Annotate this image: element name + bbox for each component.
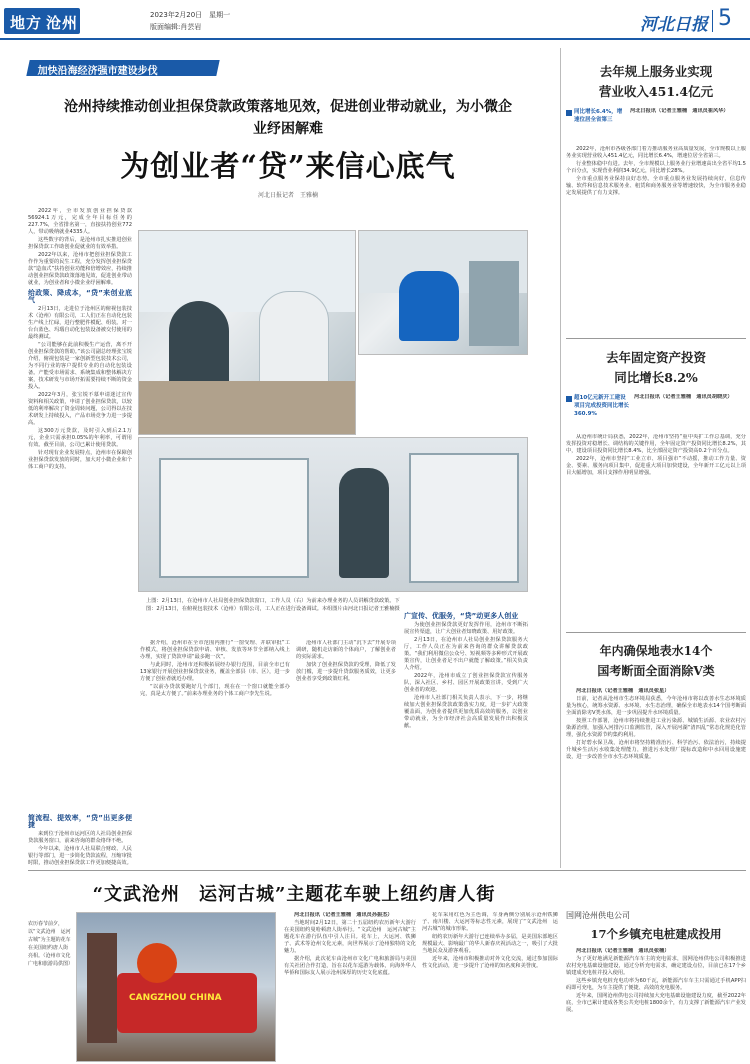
side1-title-line2: 营业收入451.4亿元 [598, 84, 714, 99]
side2-title-line1: 去年固定资产投资 [605, 350, 706, 365]
section1-paragraph: 2月13日，走进位于沧州区的俯视包装技术（沧州）有限公司，工人们正在自动化包装生产线上忙碌，进行整肥件模配、组装。对一台台蓝色、玛瑙自动化包装设备被交付使用的最终测试。 [28, 306, 132, 340]
bottom-divider [28, 870, 746, 871]
side1-text [566, 146, 746, 331]
article-kicker: 沧州持续推动创业担保贷款政策落地见效，促进创业带动就业，为小微企业纾困解难 [64, 99, 512, 137]
side4-headline: 17个乡镇充电桩建成投用 [590, 927, 722, 941]
side1-title-line1: 去年规上服务业实现 [599, 64, 713, 79]
side4-byline: 河北日报讯（记者王雅楠 通讯员张楠） [576, 948, 670, 954]
section-tab [4, 8, 80, 34]
topic-banner-label: 加快沿海经济强市建设步伐 [37, 66, 158, 77]
col3-paragraph: 据介绍，沧州市在全市范围内推行“一窗受理、并联审批”工作模式，将创业担保贷款申请、审核、发放等环节全部纳入线上办理，实现了贷款申请“最多跑一次”。 [140, 640, 290, 660]
side1-summary: 同比增长6.4%，增速位居全省第三 [574, 109, 623, 123]
col5 [418, 208, 528, 228]
side2-paragraph: 2022年，沧州市坚持“工业立市、项目强市”不动摇，推动工作力量、资金、要素、服务向项目集中，促进重大项目加快建设，全年新开工亿元以上项目大幅增加，项目支撑作用明显增强。 [566, 456, 746, 476]
section3-title: 广宣传、优服务，“贷”动更多人创业 [404, 612, 519, 620]
page-editor: 版面编辑:肖芸岩 [150, 23, 202, 31]
side1-body [630, 108, 746, 148]
side4-text [566, 948, 746, 1060]
lead-paragraph: 这些数字的背后，是沧州市扎实推进创业担保贷款工作助创业促就业的有效举措。 [28, 237, 132, 250]
page-number: 5 [718, 6, 732, 31]
section-label: 地方 [10, 14, 43, 32]
section2-paragraph: 今年以来，沧州市人社局联合财政、人民银行等部门，进一步简化贷款流程，压缩审批时限，推动创业担保贷款工作更加便捷高效。 [28, 846, 132, 866]
section3-paragraph: 2月13日，在沧州市人社局创业担保贷款服务大厅，工作人员正在为前来咨询的群众讲解贷款政策。“我们利用微信公众号、短视频等多种形式开展政策宣传，让创业者足不出户就能了解政策。”相关负责人介绍。 [404, 637, 528, 671]
side3-title-line1: 年内确保地表水14个 [599, 644, 713, 658]
col1 [28, 208, 132, 808]
side-article-water [566, 632, 746, 872]
bottom-byline: 河北日报讯（记者王雅楠 通讯员孙振杰） [294, 912, 393, 918]
bottom-paragraph: 花车采用红色为主色调，车身两侧分别展示沧州铁狮子、南川楼、大运河等标志性元素，展现了“文武沧州 运河古城”的城市形象。 [422, 912, 558, 932]
bottom-headline: “文武沧州 运河古城”主题花车驶上纽约唐人街 [92, 884, 496, 905]
bottom-article [28, 874, 560, 1064]
photo-caption: 上图：2月13日，在沧州市人社局创业担保贷款窗口，工作人员（右）为前来办理业务的人员讲解贷款政策。下图：2月13日，在俯视包装技术（沧州）有限公司，工人正在进行设备调试。本组图片由河北日报记者王雅楠摄 [146, 598, 400, 612]
side2-body [634, 394, 746, 430]
col4-paragraph: 沧州市人社部门主动“沉下去”开展专项调研，随机走访新的个体商户，了解创业者的实际需求。 [296, 640, 396, 660]
side3-paragraph: 打好碧水保卫战，沧州市将坚持精准治污、科学治污、依法治污，持续提升城乡生活污水收集处理能力，推进污水处理厂提标改造和中水回用设施建设，进一步改善全市水生态环境质量。 [566, 740, 746, 760]
bottom-col1 [284, 912, 416, 1062]
bottom-paragraph: 据介绍，此次花车由沧州市文化广电和旅游局与美国有关社团合作打造，旨在以花车巡游为载体，向海外华人华侨和国际友人展示沧州深厚的历史文化底蕴。 [284, 956, 416, 976]
side1-byline: 河北日报讯（记者王雅楠 通讯员崔风华） [630, 108, 729, 114]
lead-paragraph: 2022年，全市发放创业担保贷款56924.1万元，完成全年目标任务的227.7%，全省排名第一，直接扶持创业772人，带动吸纳就业4335人。 [28, 208, 132, 235]
side4-paragraph: 为了更好地满足新能源汽车车主的充电需求，国网沧州供电公司积极推进农村充电基础设施建设，通过分析充电需求，确定建设点位，目前已在17个乡镇建成充电桩并投入使用。 [566, 956, 746, 976]
side2-paragraph: 从沧州市统计局获悉，2022年，沧州市坚持“重中央扩工作总基调，充分发挥投资对稳增长、调结构的关键作用，全年固定资产投资同比增长8.2%，其中，建设项目投资同比增长8.4%，比全部固定资产投资高0.2个百分点。 [566, 434, 746, 454]
lead-paragraph: 2022年以来，沧州市把创业担保贷款工作作为重要的民生工程，充分发挥创业担保贷款“造血式”扶持创业功能和倍增效应，持续推动创业担保贷款政策落地见效，促进创业带动就业，为创业者和小微企业纾困解难。 [28, 252, 132, 286]
section1-paragraph: “公司能够在此前积极生产运营，离不开创业担保贷款的帮助。”该公司副总经理张宝锐介绍，俯视包装是一家创新型包装技术公司，为不同行业的客户提供专业的自动化包装设备。产能受市场需求、系统集成和整体解决方案，技术研发与市场开拓需要持续不断的资金投入。 [28, 342, 132, 390]
side3-title-line2: 国考断面全面消除Ⅴ类 [597, 664, 715, 678]
article-title: 为创业者“贷”来信心底气 [120, 149, 456, 183]
page-header [0, 0, 750, 40]
section2-paragraph: 来到位于沧州市运河区的人社局创业担保贷款服务窗口，前来咨询的群众络绎不绝。 [28, 831, 132, 844]
side2-title-line2: 同比增长8.2% [614, 370, 698, 385]
section1-title: 给政策、降成本，“贷”来创业底气 [28, 289, 132, 304]
photo-service-window [138, 230, 356, 435]
section2-title: 简流程、提效率，“贷”出更多便捷 [28, 814, 132, 829]
col4-paragraph: 加快了创业担保贷款的受理，降低了发放门槛，进一步提升贷款服务质效，让更多创业者享受到政策红利。 [296, 662, 396, 682]
float-banner-text: CANGZHOU CHINA [129, 993, 222, 1003]
section1-paragraph: 2022年3月，张宝锐不慕申请迷过宣传资料和相关政策，申请了创业担保贷款，以较低的利率解决了资金周转问题，公司得以在技术研发上持续投入，产品市场竞争力进一步提高。 [28, 392, 132, 426]
col3-paragraph: “以前办贷款要跑好几个部门，现在在一个窗口就能全部办完，真是太方便了。”前来办理业务的个体工商户李先生说。 [140, 684, 290, 697]
side4-paragraph: 近年来，国网沧州供电公司持续加大充电基础设施建设力度，截至2022年底，全市已累计建成各类公共充电桩1800余个，有力支撑了新能源汽车产业发展。 [566, 993, 746, 1013]
section3-paragraph: 沧州市人社部门相关负责人表示，下一步，将继续加大创业担保贷款政策落实力度，进一步扩大政策覆盖面，为创业者提供更加优质高效的服务，以创业带动就业，为全市经济社会高质量发展作出积极贡献。 [404, 695, 528, 729]
side1-paragraph: 2022年，沧州市各级各部门着力推动服务业高质量发展，全市规模以上服务业实现营业收入451.4亿元，同比增长6.4%，增速位居全省第三。 [566, 146, 746, 159]
side3-byline: 河北日报讯（记者王雅楠 通讯员张星） [576, 688, 670, 694]
bottom-paragraph: 当地时间2月12日，第二十五届纽约农历新年大游行在美国纽约曼哈顿唐人街举行。“文武沧州 运河古城”主题花车在游行队伍中引人注目。花车上，大运河、铁狮子、武术等沧州文化元素，向世界展示了沧州独特的文化魅力。 [284, 920, 416, 954]
topic-banner [26, 60, 219, 76]
side-article-charging [566, 874, 746, 1062]
section1-paragraph: 这300万元贷款，及时引入到后2.1万元，企业只需承担0.05%的年利率，可谓用有效。截至目前，公司已累计使用贷款。 [28, 428, 132, 448]
float-photo [76, 912, 276, 1062]
side2-text [566, 434, 746, 609]
region-label: 沧州 [46, 14, 79, 32]
photo-equipment [138, 437, 528, 592]
side1-paragraph: 行业整体稳中有进。去年，全市规模以上服务业行业增速高出全省平均1.5个百分点，实现营业利润34.9亿元，同比增长28%。 [566, 161, 746, 174]
article-byline: 河北日报记者 王雅楠 [257, 192, 318, 199]
side2-summary: 超10亿元新开工建设项目完成投资同比增长360.9% [574, 395, 630, 417]
paper-logo: 河北日报 [640, 15, 708, 35]
header-divider [712, 10, 713, 32]
side1-summary-box [566, 108, 626, 138]
section1-paragraph: 针对现有企业发展特点，沧州市在保障创业担保贷款发放的同时，加大对小微企业和个体工商户的支持。 [28, 450, 132, 470]
bottom-paragraph: 纽约农历新年大游行已连续举办多届，是美国东部地区规模最大、影响最广的华人新春庆祝活动之一，吸引了大批当地民众及游客观看。 [422, 934, 558, 954]
col3-paragraph: 与此同时，沧州市还积极拓展经办银行范围，目前全市已有13家银行开展创业担保贷款业务，覆盖全部县（市、区），进一步方便了创业者就近办理。 [140, 662, 290, 682]
side3-paragraph: 日前，记者从沧州市生态环境局获悉，今年沧州市将以改善水生态环境质量为核心，统筹水资源、水环境、水生态治理，确保全市地表水14个国考断面全面消除劣Ⅴ类水体，进一步巩固提升水环境质量。 [566, 696, 746, 716]
side3-text [566, 688, 746, 868]
side3-paragraph: 按照工作部署，沧州市将持续推进工业污染源、城镇生活源、农业农村污染源治理，加强入河排污口监测监管，深入开展河湖“清四乱”常态化规范化管理，强化水资源节约集约利用。 [566, 718, 746, 738]
bottom-col2 [422, 912, 558, 1062]
main-article [28, 80, 548, 950]
side-article-services [566, 46, 746, 336]
bottom-paragraph: 近年来，沧州市积极推动对外文化交流，通过参加国际性文化活动，进一步提升了沧州的知名度和美誉度。 [422, 956, 558, 969]
section3-paragraph: 2022年，沧州市成立了创业担保贷款宣传服务队，深入社区、乡村、园区开展政策宣讲，受到广大创业者的欢迎。 [404, 673, 528, 693]
side4-paragraph: 这些乡镇充电桩充电功率为60千瓦，新能源汽车车主只需通过手机APP扫码即可充电，为车主提供了便捷、高效的充电服务。 [566, 978, 746, 991]
side2-summary-box [566, 394, 630, 424]
photo-packaging-workshop [358, 230, 528, 355]
column-divider [560, 48, 561, 868]
side2-byline: 河北日报讯（记者王雅楠 通讯员胡晓庆） [634, 394, 733, 400]
side-article-investment [566, 338, 746, 628]
issue-date: 2023年2月20日 星期一 [150, 11, 231, 19]
float-caption: 农历春节前夕，以“文武沧州 运河古城”为主题的花车在美国纽约唐人街亮相。（沧州市文化广电和旅游局供图） [28, 921, 74, 967]
side1-paragraph: 全市重点服务业保持良好态势。全市重点服务业发展持续向好，信息传输、软件和信息技术服务业、租赁和商务服务业等增速较快，为全市服务业稳定发展提供了有力支撑。 [566, 176, 746, 196]
side4-section-label: 国网沧州供电公司 [566, 911, 630, 920]
section3-paragraph: 为使创业担保贷款更好发挥作用，沧州市不断拓展宣传渠道，让广大创业者知晓政策、用好政策。 [404, 622, 528, 635]
